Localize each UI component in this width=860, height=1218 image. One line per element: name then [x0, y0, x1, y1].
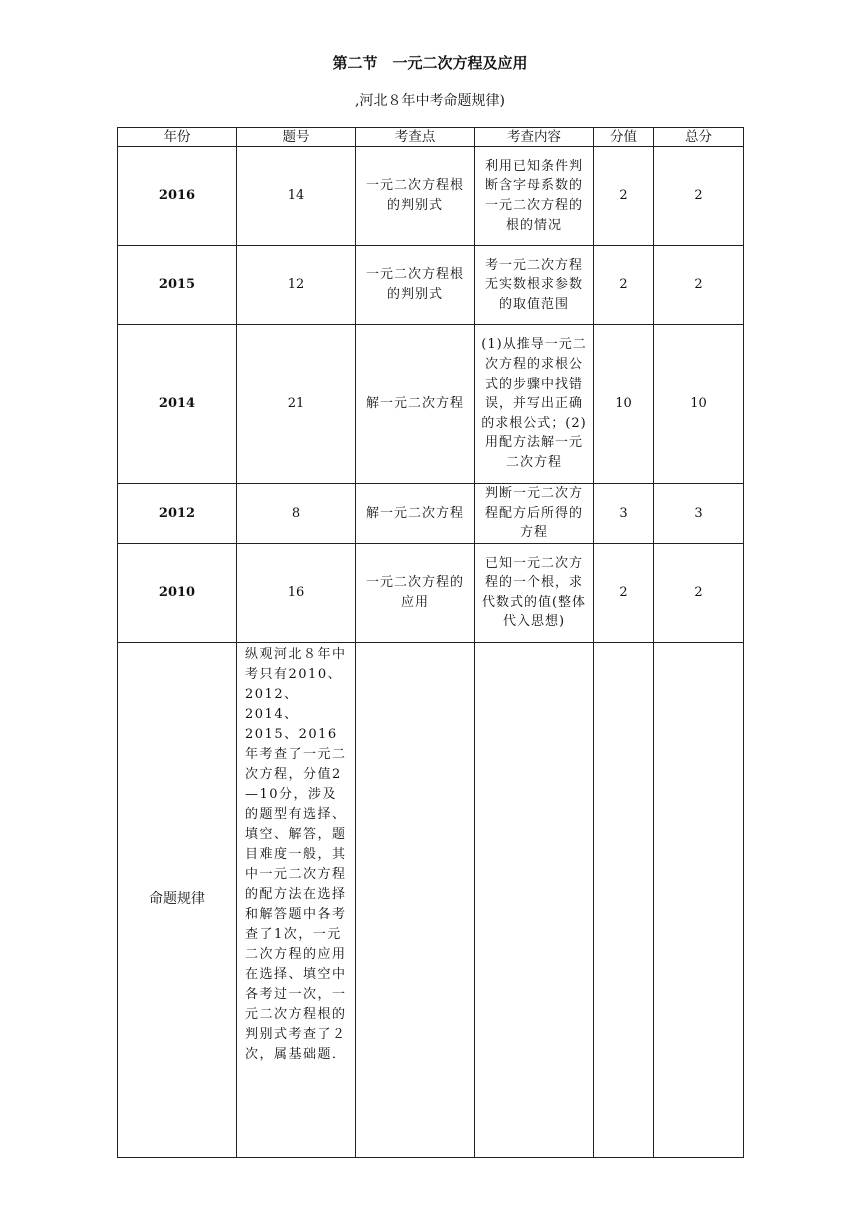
- rule-row: [118, 642, 744, 1157]
- point-cell: 解一元二次方程: [356, 325, 475, 484]
- point-cell: 一元二次方程的应用: [356, 543, 475, 642]
- number-cell: 12: [237, 246, 356, 325]
- exam-table: [117, 127, 744, 1158]
- header-score: 分值: [594, 128, 654, 147]
- rule-text: 纵观河北８年中考只有2010、2012、2014、2015、2016年考查了一元二次方程，分值2—10分，涉及的题型有选择、填空、解答，题目难度一般，其中一元二次方程的配方法在选择和解答题中各考查了1次，一元二次方程的应用在选择、填空中各考过一次，一元二次方程根的判别式考查了２次，属基础题．: [237, 642, 356, 1157]
- header-number: 题号: [237, 128, 356, 147]
- table-row: [118, 147, 744, 246]
- table-row: [118, 484, 744, 544]
- content-cell: 已知一元二次方程的一个根，求代数式的值(整体代入思想): [475, 543, 594, 642]
- empty-cell: [356, 642, 475, 1157]
- number-cell: 14: [237, 147, 356, 246]
- total-cell: 2: [654, 246, 744, 325]
- content-cell: 判断一元二次方程配方后所得的方程: [475, 484, 594, 544]
- section-subtitle: ,河北８年中考命题规律): [355, 93, 505, 109]
- empty-cell: [594, 642, 654, 1157]
- total-cell: 2: [654, 543, 744, 642]
- content-cell: (1)从推导一元二次方程的求根公式的步骤中找错误，并写出正确的求根公式；(2)用配方法解一元二次方程: [475, 325, 594, 484]
- header-total: 总分: [654, 128, 744, 147]
- header-year: 年份: [118, 128, 237, 147]
- total-cell: 3: [654, 484, 744, 544]
- score-cell: 10: [594, 325, 654, 484]
- empty-cell: [475, 642, 594, 1157]
- total-cell: 10: [654, 325, 744, 484]
- header-point: 考查点: [356, 128, 475, 147]
- table-row: [118, 246, 744, 325]
- point-cell: 解一元二次方程: [356, 484, 475, 544]
- point-cell: 一元二次方程根的判别式: [356, 246, 475, 325]
- score-cell: 2: [594, 543, 654, 642]
- content-cell: 考一元二次方程无实数根求参数的取值范围: [475, 246, 594, 325]
- year-cell: 2015: [118, 246, 237, 325]
- year-cell: 2012: [118, 484, 237, 544]
- score-cell: 3: [594, 484, 654, 544]
- year-cell: 2016: [118, 147, 237, 246]
- year-cell: 2014: [118, 325, 237, 484]
- total-cell: 2: [654, 147, 744, 246]
- rule-label: 命题规律: [118, 642, 237, 1157]
- table-header-row: [118, 128, 744, 147]
- table-row: [118, 543, 744, 642]
- score-cell: 2: [594, 246, 654, 325]
- empty-cell: [654, 642, 744, 1157]
- point-cell: 一元二次方程根的判别式: [356, 147, 475, 246]
- number-cell: 21: [237, 325, 356, 484]
- table-row: [118, 325, 744, 484]
- content-cell: 利用已知条件判断含字母系数的一元二次方程的根的情况: [475, 147, 594, 246]
- section-title: 第二节 一元二次方程及应用: [332, 54, 528, 72]
- year-cell: 2010: [118, 543, 237, 642]
- number-cell: 16: [237, 543, 356, 642]
- number-cell: 8: [237, 484, 356, 544]
- score-cell: 2: [594, 147, 654, 246]
- header-content: 考查内容: [475, 128, 594, 147]
